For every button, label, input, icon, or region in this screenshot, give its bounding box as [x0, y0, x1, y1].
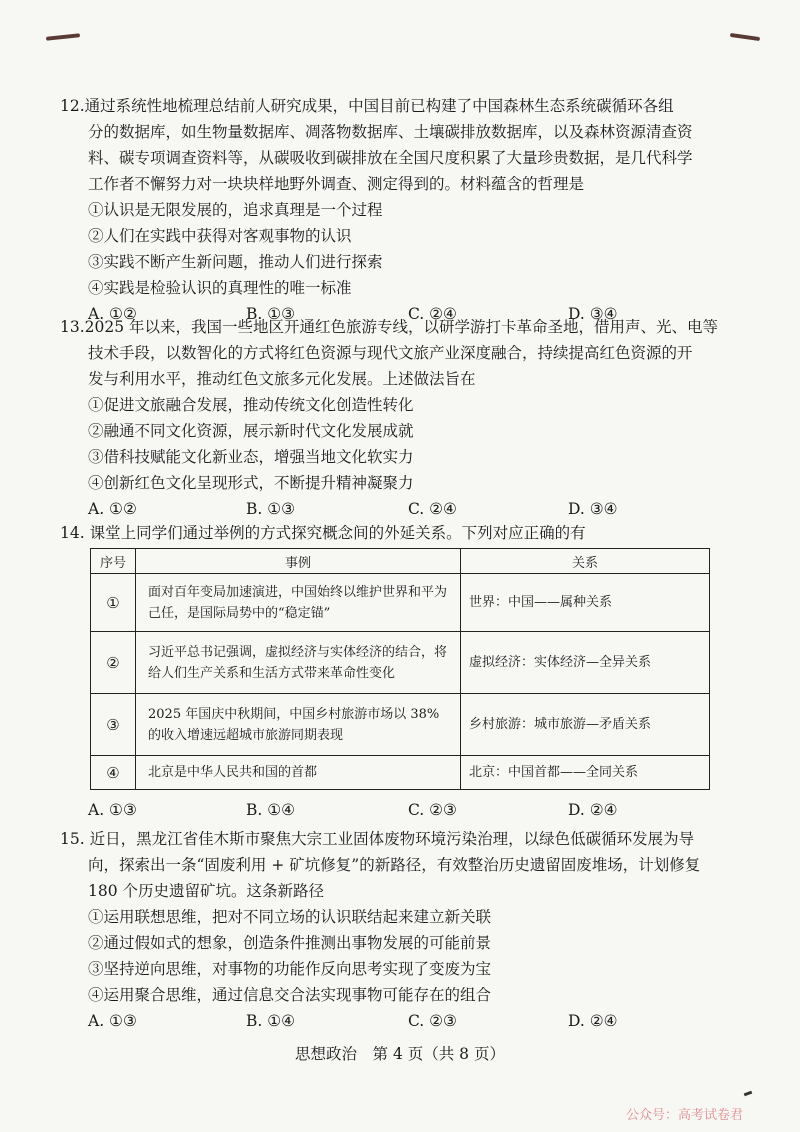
question-12: [60, 93, 700, 327]
table-row: [91, 632, 710, 694]
table-row: [91, 694, 710, 756]
statement-option: ②融通不同文化资源，展示新时代文化发展成就: [88, 422, 414, 440]
answer-choices: [60, 1008, 700, 1034]
row-number: ①: [91, 574, 136, 632]
answer-choice-d: D. ③④: [568, 500, 618, 518]
question-stem-line: 13.2025 年以来，我国一些地区开通红色旅游专线，以研学游打卡革命圣地，借用声、光、电等: [60, 318, 719, 336]
scan-edge-mark: [46, 33, 80, 41]
question-15: [60, 826, 700, 1034]
statement-option: ②人们在实践中获得对客观事物的认识: [88, 227, 352, 245]
answer-choice-b: B. ①④: [246, 1012, 296, 1030]
scan-edge-mark: [730, 33, 760, 41]
table-header-cell: 序号: [91, 549, 136, 574]
answer-choice-a: A. ①②: [88, 500, 137, 518]
row-number: ②: [91, 632, 136, 694]
statement-option: ④创新红色文化呈现形式，不断提升精神凝聚力: [88, 474, 414, 492]
question-stem-line: 15. 近日，黑龙江省佳木斯市聚焦大宗工业固体废物环境污染治理，以绿色低碳循环发展为导: [60, 830, 695, 848]
relation-cell: 北京：中国首都——全同关系: [461, 756, 710, 790]
answer-choice-a: A. ①③: [88, 801, 137, 819]
table-row: [91, 574, 710, 632]
answer-choices: [60, 496, 700, 522]
example-cell: 2025 年国庆中秋期间，中国乡村旅游市场以 38% 的收入增速远超城市旅游同期表现: [136, 694, 461, 756]
watermark: 公众号：高考试卷君: [626, 1108, 744, 1123]
question-14-answers: [60, 797, 700, 823]
example-cell: 北京是中华人民共和国的首都: [136, 756, 461, 790]
question-13: [60, 314, 719, 522]
answer-choices: [60, 797, 700, 823]
question-stem-line: 技术手段，以数智化的方式将红色资源与现代文旅产业深度融合，持续提高红色资源的开: [88, 344, 693, 362]
question-14: [60, 520, 700, 546]
question-stem-line: 向，探索出一条“固废利用 + 矿坑修复”的新路径，有效整治历史遗留固废堆场，计划修复: [88, 856, 701, 874]
question-stem-line: 料、碳专项调查资料等，从碳吸收到碳排放在全国尺度积累了大量珍贵数据，是几代科学: [88, 149, 693, 167]
relation-cell: 乡村旅游：城市旅游—矛盾关系: [461, 694, 710, 756]
scan-mark: [744, 1091, 753, 1097]
question-stem-line: 分的数据库，如生物量数据库、凋落物数据库、土壤碳排放数据库，以及森林资源清查资: [88, 123, 693, 141]
statement-option: ④运用聚合思维，通过信息交合法实现事物可能存在的组合: [88, 986, 492, 1004]
question-stem-line: 14. 课堂上同学们通过举例的方式探究概念间的外延关系。下列对应正确的有: [60, 524, 586, 542]
answer-choice-c: C. ②③: [408, 1012, 457, 1030]
example-cell: 习近平总书记强调，虚拟经济与实体经济的结合，将给人们生产关系和生活方式带来革命性变化: [136, 632, 461, 694]
page-footer: 思想政治 第 4 页（共 8 页）: [295, 1045, 505, 1063]
table-row: [91, 756, 710, 790]
answer-choice-d: D. ③④: [568, 305, 618, 323]
answer-choice-b: B. ①④: [246, 801, 296, 819]
relation-cell: 虚拟经济：实体经济—全异关系: [461, 632, 710, 694]
answer-choice-b: B. ①③: [246, 500, 296, 518]
row-number: ③: [91, 694, 136, 756]
statement-option: ①运用联想思维，把对不同立场的认识联结起来建立新关联: [88, 908, 492, 926]
statement-option: ③坚持逆向思维，对事物的功能作反向思考实现了变废为宝: [88, 960, 492, 978]
table-header-row: [91, 549, 710, 574]
statement-option: ②通过假如式的想象，创造条件推测出事物发展的可能前景: [88, 934, 492, 952]
concept-relation-table: [90, 548, 710, 790]
answer-choice-a: A. ①②: [88, 305, 137, 323]
statement-option: ③实践不断产生新问题，推动人们进行探索: [88, 253, 383, 271]
statement-option: ③借科技赋能文化新业态，增强当地文化软实力: [88, 448, 414, 466]
question-stem-line: 工作者不懈努力对一块块样地野外调查、测定得到的。材料蕴含的哲理是: [88, 175, 585, 193]
answer-choice-c: C. ②④: [408, 305, 457, 323]
answer-choice-a: A. ①③: [88, 1012, 137, 1030]
question-stem-line: 180 个历史遗留矿坑。这条新路径: [88, 882, 325, 900]
row-number: ④: [91, 756, 136, 790]
statement-option: ④实践是检验认识的真理性的唯一标准: [88, 279, 352, 297]
answer-choice-d: D. ②④: [568, 1012, 618, 1030]
example-cell: 面对百年变局加速演进，中国始终以维护世界和平为己任，是国际局势中的“稳定锚”: [136, 574, 461, 632]
answer-choice-c: C. ②④: [408, 500, 457, 518]
answer-choice-c: C. ②③: [408, 801, 457, 819]
answer-choice-d: D. ②④: [568, 801, 618, 819]
table-header-cell: 关系: [461, 549, 710, 574]
statement-option: ①认识是无限发展的，追求真理是一个过程: [88, 201, 383, 219]
question-stem-line: 12.通过系统性地梳理总结前人研究成果，中国目前已构建了中国森林生态系统碳循环各组: [60, 97, 674, 115]
table-header-cell: 事例: [136, 549, 461, 574]
answer-choice-b: B. ①③: [246, 305, 296, 323]
statement-option: ①促进文旅融合发展，推动传统文化创造性转化: [88, 396, 414, 414]
question-stem-line: 发与利用水平，推动红色文旅多元化发展。上述做法旨在: [88, 370, 476, 388]
relation-cell: 世界：中国——属种关系: [461, 574, 710, 632]
